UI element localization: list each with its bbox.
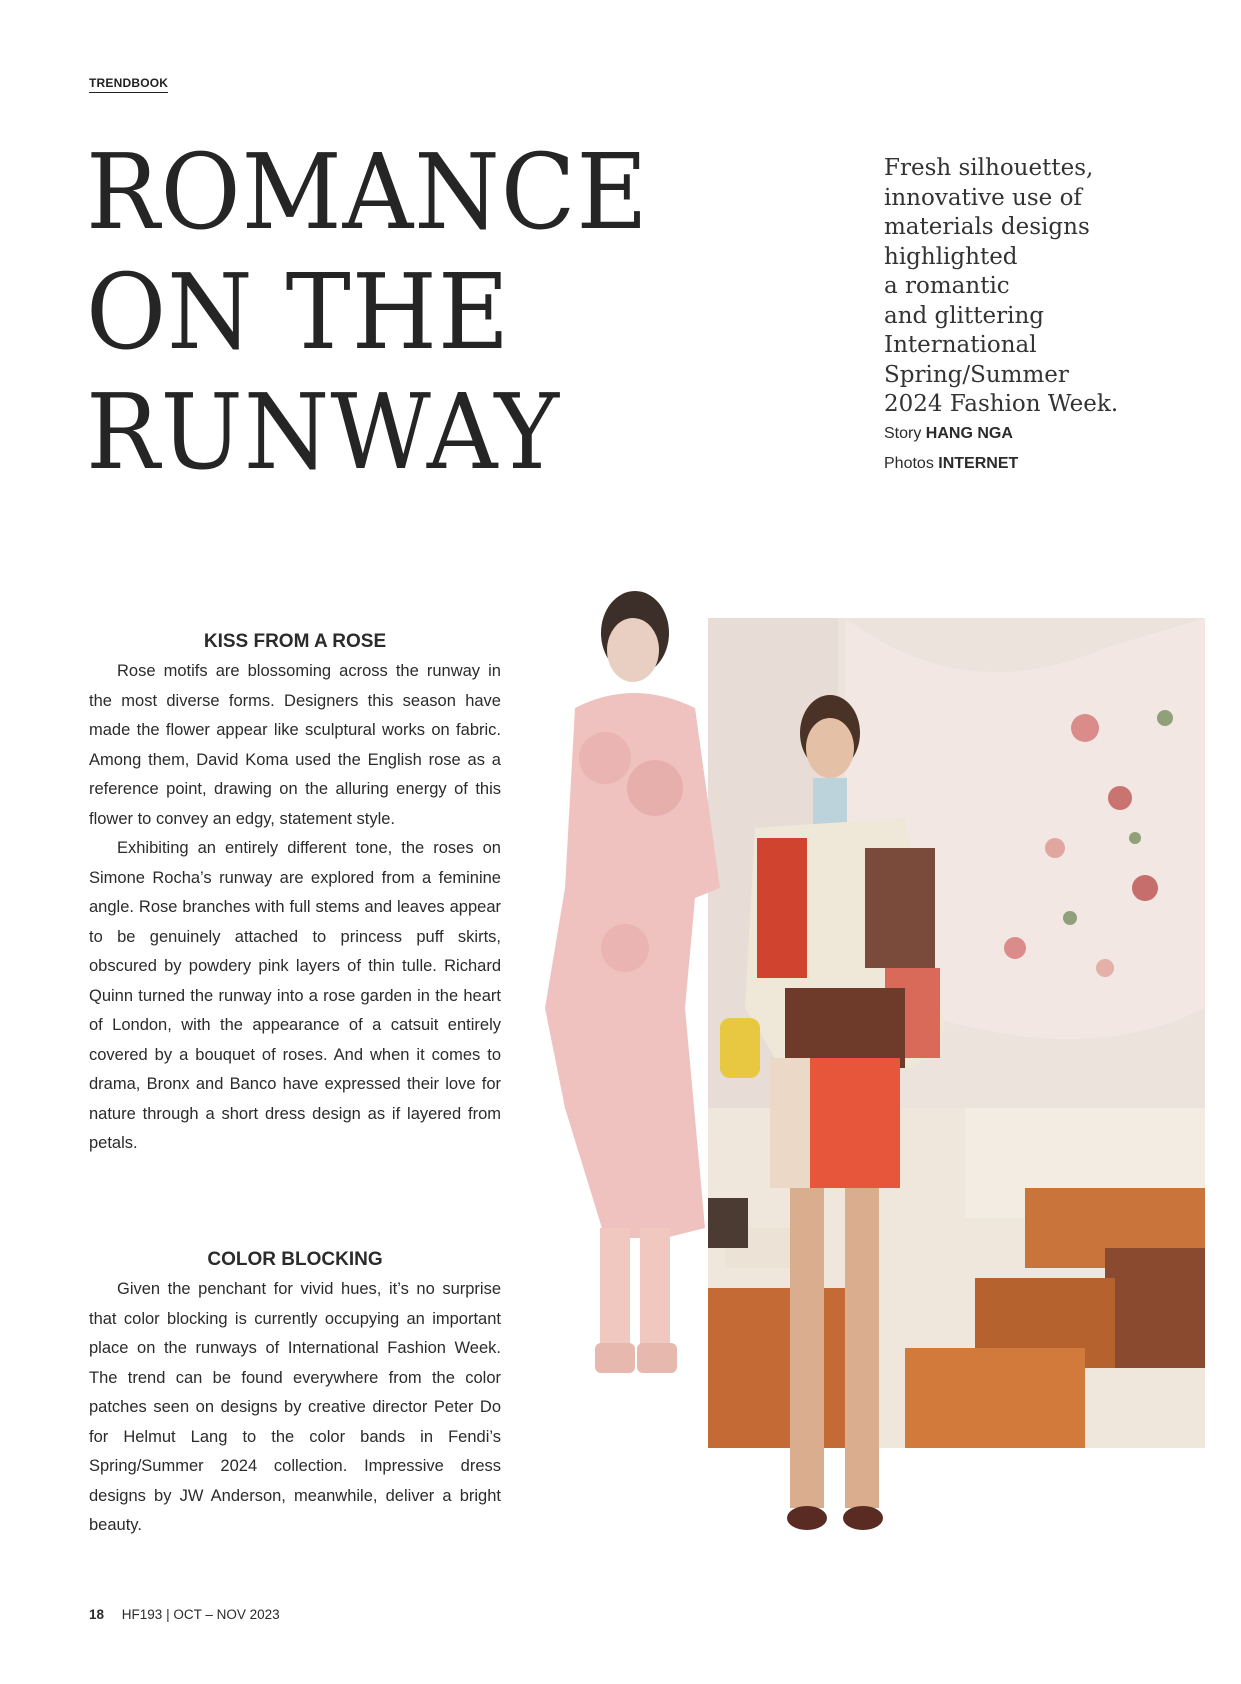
deck (884, 154, 1164, 420)
section-kiss-from-a-rose (89, 627, 501, 1159)
deck-line: a romantic (884, 273, 1010, 299)
headline-line: ROMANCE (86, 131, 649, 253)
paragraph: Exhibiting an entirely different tone, the roses on Simone Rocha’s runway are explored from a feminine angle. Rose branches with full stems and leaves appear to be genuinely attached to princess puff skirts, obscured by powdery pink layers of thin tulle. Richard Quinn turned the runway into a rose garden in the heart of London, with the appearance of a catsuit entirely covered by a bouquet of roses. And when it comes to drama, Bronx and Banco have expressed their love for nature through a short dress design as if layered from petals. (89, 839, 501, 1152)
model-pink-outfit (545, 591, 720, 1373)
section-tag: TRENDBOOK (89, 76, 168, 93)
story-author: HANG NGA (925, 425, 1013, 442)
runway-photo-collage (545, 588, 1205, 1608)
headline-line: ON THE (86, 251, 511, 373)
deck-line: innovative use of (884, 184, 1082, 211)
headline (86, 132, 688, 492)
deck-line: materials designs (884, 214, 1090, 240)
section-heading: KISS FROM A ROSE (203, 631, 387, 652)
photos-credit (884, 455, 1018, 473)
section-color-blocking (89, 1245, 501, 1541)
deck-line: International (884, 332, 1037, 358)
story-label: Story (884, 425, 922, 442)
issue-info: HF193 | OCT – NOV 2023 (121, 1607, 280, 1622)
deck-line: Fresh silhouettes, (884, 155, 1094, 181)
photos-label: Photos (884, 455, 934, 472)
deck-line: Spring/Summer (884, 361, 1069, 388)
paragraph: Rose motifs are blossoming across the runway in the most diverse forms. Designers this season have made the flower appear like sculptural works on fabric. Among them, David Koma used the English rose as a reference point, drawing on the alluring energy of this flower to convey an edgy, statement style. (89, 662, 501, 828)
photos-source: INTERNET (938, 455, 1019, 472)
section-heading: COLOR BLOCKING (207, 1249, 383, 1270)
paragraph: Given the penchant for vivid hues, it’s no surprise that color blocking is currently occupying an important place on the runways of International Fashion Week. The trend can be found everywhere from the color patches seen on designs by creative director Peter Do for Helmut Lang to the color bands in Fendi’s Spring/Summer 2024 collection. Impressive dress designs by JW Anderson, meanwhile, deliver a bright beauty. (89, 1280, 501, 1534)
deck-line: 2024 Fashion Week. (884, 391, 1119, 417)
page-footer (89, 1607, 280, 1622)
headline-line: RUNWAY (86, 371, 560, 493)
story-credit (884, 425, 1013, 443)
deck-line: highlighted (884, 243, 1018, 270)
page-number: 18 (89, 1607, 105, 1622)
deck-line: and glittering (884, 302, 1044, 329)
